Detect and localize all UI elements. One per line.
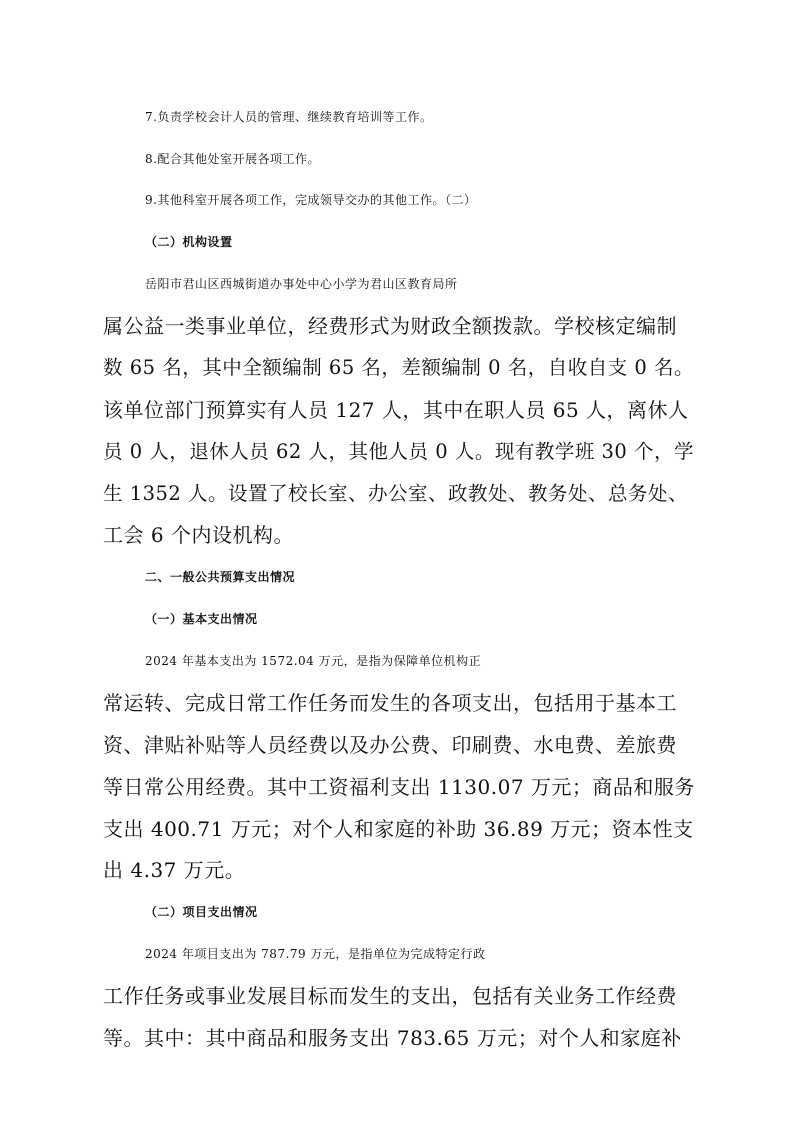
paragraph-line: 员 0 人，退休人员 62 人，其他人员 0 人。现有教学班 30 个，学 bbox=[103, 440, 695, 463]
paragraph-line: 常运转、完成日常工作任务而发生的各项支出，包括用于基本工 bbox=[103, 691, 677, 715]
paragraph-line: 数 65 名，其中全额编制 65 名，差额编制 0 名，自收自支 0 名。 bbox=[103, 356, 695, 379]
paragraph-line: 等。其中：其中商品和服务支出 783.65 万元；对个人和家庭补 bbox=[103, 1026, 682, 1050]
section-heading-organization: （二）机构设置 bbox=[145, 235, 233, 249]
duty-item-9: 9.其他科室开展各项工作，完成领导交办的其他工作。（二） bbox=[145, 193, 477, 207]
subsection-heading-project: （二）项目支出情况 bbox=[145, 905, 258, 919]
duty-item-8: 8.配合其他处室开展各项工作。 bbox=[145, 152, 320, 166]
paragraph-line: 2024 年项目支出为 787.79 万元，是指单位为完成特定行政 bbox=[145, 947, 486, 961]
paragraph-line: 属公益一类事业单位，经费形式为财政全额拨款。学校核定编制 bbox=[103, 314, 677, 338]
paragraph-line: 出 4.37 万元。 bbox=[103, 858, 246, 882]
paragraph-line: 2024 年基本支出为 1572.04 万元，是指为保障单位机构正 bbox=[145, 654, 482, 668]
paragraph-line: 岳阳市君山区西城街道办事处中心小学为君山区教育局所 bbox=[145, 277, 458, 291]
paragraph-line: 支出 400.71 万元；对个人和家庭的补助 36.89 万元；资本性支 bbox=[103, 817, 694, 841]
paragraph-line: 工会 6 个内设机构。 bbox=[103, 523, 294, 547]
paragraph-line: 工作任务或事业发展目标而发生的支出，包括有关业务工作经费 bbox=[103, 984, 677, 1008]
paragraph-line: 生 1352 人。设置了校长室、办公室、政教处、教务处、总务处、 bbox=[103, 482, 689, 505]
paragraph-line: 该单位部门预算实有人员 127 人，其中在职人员 65 人，离休人 bbox=[103, 398, 689, 422]
duty-item-7: 7.负责学校会计人员的管理、继续教育培训等工作。 bbox=[145, 110, 433, 124]
paragraph-line: 等日常公用经费。其中工资福利支出 1130.07 万元；商品和服务 bbox=[103, 775, 695, 799]
subsection-heading-basic: （一）基本支出情况 bbox=[145, 612, 258, 626]
paragraph-line: 资、津贴补贴等人员经费以及办公费、印刷费、水电费、差旅费 bbox=[103, 733, 677, 757]
section-heading-budget: 二、一般公共预算支出情况 bbox=[145, 570, 296, 584]
